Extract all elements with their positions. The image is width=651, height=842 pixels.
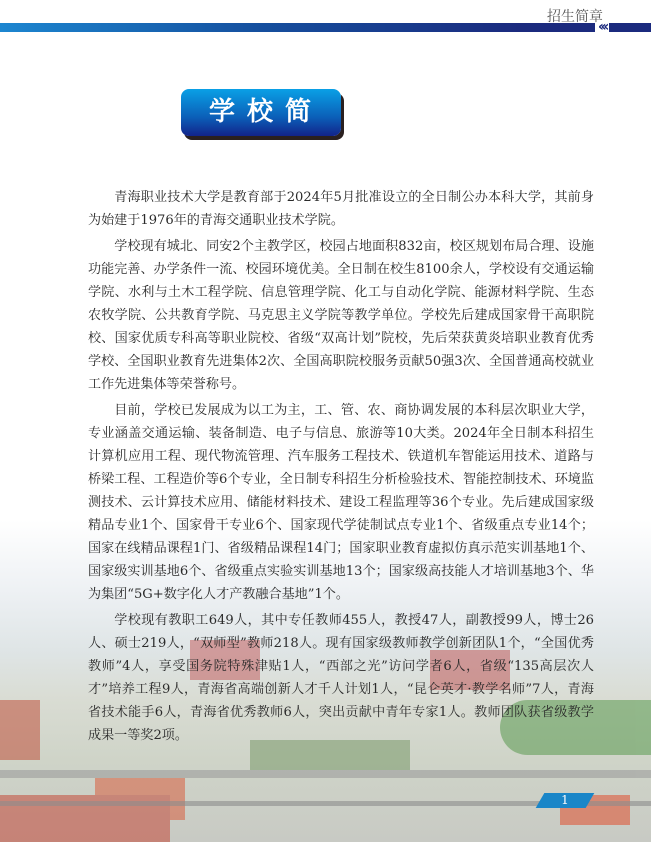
brand-label: 招生简章 [547,9,603,25]
chevron-left-icon: ‹‹‹ [595,20,609,34]
section-title: 学校简介 [181,89,341,136]
paragraph: 学校现有教职工649人，其中专任教师455人，教授47人，副教授99人，博士26人、硕士219人，“双师型”教师218人。现有国家级教师教学创新团队1个，“全国优秀教师”4人，享受国务院特殊津贴1人，“西部之光”访问学者6人，省级“135高层次人才”培养工程9人，青海省高端创新人才千人计划1人，“昆仑英才·教学名师”7人，青海省技术能手6人，青海省优秀教师6人，突出贡献中青年专家1人。教师团队获省级教学成果一等奖2项。 [88,613,594,743]
page-number: 1 [561,793,569,807]
paragraph: 青海职业技术大学是教育部于2024年5月批准设立的全日制公办本科大学，其前身为始建于1976年的青海交通职业技术学院。 [88,190,594,228]
body-text [88,186,594,750]
paragraph: 目前，学校已发展成为以工为主，工、管、农、商协调发展的本科层次职业大学，专业涵盖交通运输、装备制造、电子与信息、旅游等10大类。2024年全日制本科招生计算机应用工程、现代物流管理、汽车服务工程技术、铁道机车智能运用技术、道路与桥梁工程、工程造价等6个专业，全日制专科招生分析检验技术、智能控制技术、环境监测技术、云计算技术应用、储能材料技术、建设工程监理等36个专业。先后建成国家级精品专业1个、国家骨干专业6个、国家现代学徒制试点专业1个、省级重点专业14个；国家在线精品课程1门、省级精品课程14门；国家职业教育虚拟仿真示范实训基地1个、国家级实训基地6个、省级重点实验实训基地13个；国家级高技能人才培训基地3个、华为集团“5G+数字化人才产教融合基地”1个。 [88,403,594,602]
paragraph: 学校现有城北、同安2个主教学区，校园占地面积832亩，校区规划布局合理、设施功能完善、办学条件一流、校园环境优美。全日制在校生8100余人，学校设有交通运输学院、水利与土木工程学院、信息管理学院、化工与自动化学院、能源材料学院、生态农牧学院、公共教育学院、马克思主义学院等教学单位。学校先后建成国家骨干高职院校、国家优质专科高等职业院校、省级“双高计划”院校，先后荣获黄炎培职业教育优秀学校、全国职业教育先进集体2次、全国高职院校服务贡献50强3次、全国普通高校就业工作先进集体等荣誉称号。 [88,239,594,392]
